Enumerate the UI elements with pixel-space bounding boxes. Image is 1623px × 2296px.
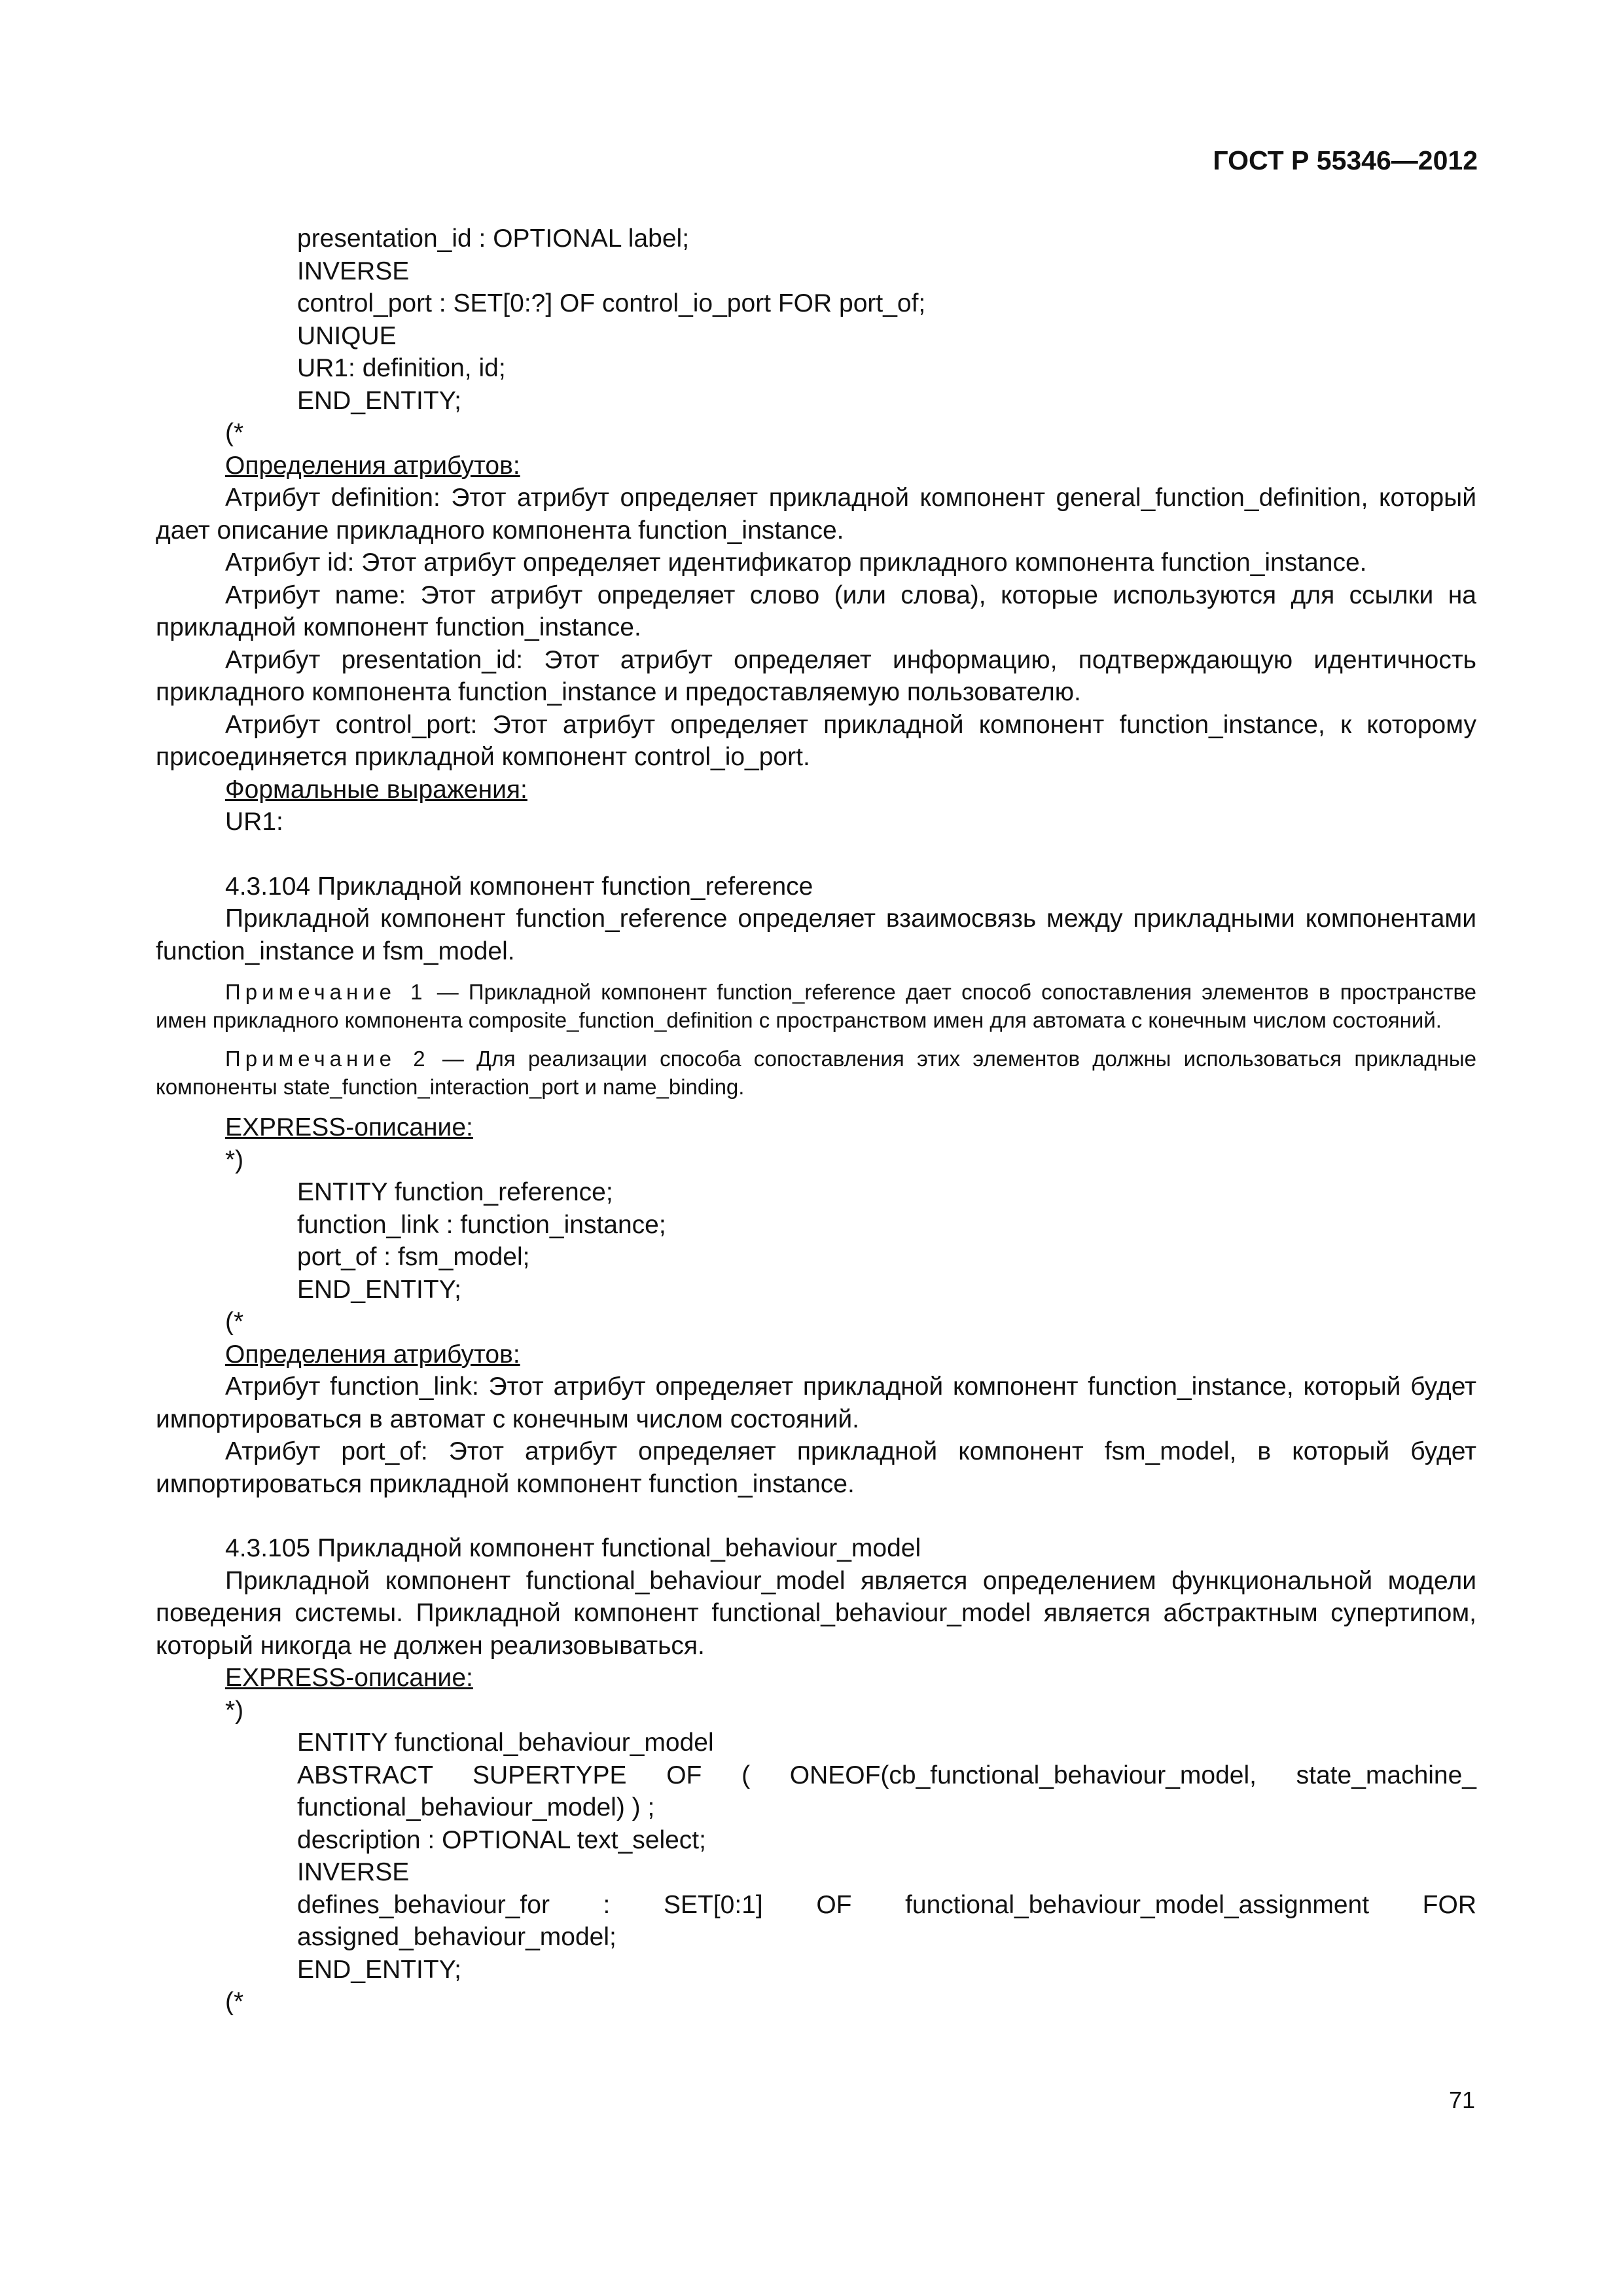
- note-2-text: — Для реализации способа сопоставления этих элементов должны использоваться прикладные компоненты state_function_interaction_port и name_binding.: [156, 1047, 1476, 1099]
- formal-value: UR1:: [225, 808, 283, 836]
- code-line: port_of : fsm_model;: [297, 1243, 530, 1271]
- comment-open: (*: [225, 1308, 244, 1336]
- section-104-title: 4.3.104 Прикладной компонент function_reference: [225, 872, 813, 901]
- code-block-2: [156, 1176, 1476, 1306]
- code-line: END_ENTITY;: [297, 1955, 462, 1984]
- code-line: UNIQUE: [297, 321, 397, 350]
- express-heading: EXPRESS-описание:: [225, 1113, 473, 1141]
- code-line: INVERSE: [297, 257, 410, 285]
- code-line: description : OPTIONAL text_select;: [297, 1825, 706, 1854]
- note-1-label: Примечание 1: [225, 980, 427, 1004]
- code-line: INVERSE: [297, 1858, 410, 1886]
- code-line: UR1: definition, id;: [297, 354, 506, 382]
- section-104-description: Прикладной компонент function_reference определяет взаимосвязь между прикладными компонентами function_instance и fsm_model.: [156, 905, 1476, 965]
- attr-definition: Атрибут id: Этот атрибут определяет идентификатор прикладного компонента function_instance.: [225, 548, 1367, 577]
- formal-heading: Формальные выражения:: [225, 775, 527, 804]
- code-line: presentation_id : OPTIONAL label;: [297, 224, 690, 253]
- attr-definition: Атрибут name: Этот атрибут определяет слово (или слова), которые используются для ссылки на прикладной компонент function_instance.: [156, 581, 1476, 641]
- comment-close: *): [225, 1696, 244, 1725]
- page-number: 71: [1448, 2087, 1475, 2113]
- code-line: ENTITY function_reference;: [297, 1178, 613, 1206]
- express-heading: EXPRESS-описание:: [225, 1664, 473, 1692]
- code-line: END_ENTITY;: [297, 386, 462, 415]
- comment-close: *): [225, 1145, 244, 1174]
- note-2-label: Примечание 2: [225, 1047, 430, 1071]
- code-line: control_port : SET[0:?] OF control_io_port FOR port_of;: [297, 289, 926, 317]
- comment-open: (*: [225, 1988, 244, 2016]
- section-105-title: 4.3.105 Прикладной компонент functional_behaviour_model: [225, 1534, 921, 1562]
- section-105-description: Прикладной компонент functional_behaviour_model является определением функциональной модели поведения системы. Прикладной компонент functional_behaviour_model является абстрактным супертипом, который никогда не должен реализовываться.: [156, 1566, 1476, 1660]
- note-1: [156, 978, 1476, 1034]
- comment-open: (*: [225, 419, 244, 447]
- attr-definition: Атрибут function_link: Этот атрибут определяет прикладной компонент function_instance, который будет импортироваться в автомат с конечным числом состояний.: [156, 1372, 1476, 1433]
- code-line: ABSTRACT SUPERTYPE OF ( ONEOF(cb_functional_behaviour_model, state_machine_ functional_behaviour_model) ) ;: [297, 1761, 1476, 1821]
- code-line: ENTITY functional_behaviour_model: [297, 1729, 714, 1757]
- code-block-3: [156, 1727, 1476, 1986]
- code-line: END_ENTITY;: [297, 1275, 462, 1304]
- attr-definition: Атрибут port_of: Этот атрибут определяет прикладной компонент fsm_model, в который будет импортироваться прикладной компонент function_instance.: [156, 1437, 1476, 1498]
- code-line: defines_behaviour_for : SET[0:1] OF functional_behaviour_model_assignment FOR assigned_behaviour_model;: [297, 1890, 1476, 1951]
- attr-defs-heading: Определения атрибутов:: [225, 1340, 520, 1369]
- code-block-1: [156, 223, 1476, 417]
- attr-defs-heading: Определения атрибутов:: [225, 451, 520, 480]
- attr-definition: Атрибут definition: Этот атрибут определяет прикладной компонент general_function_definition, который дает описание прикладного компонента function_instance.: [156, 484, 1476, 545]
- note-2: [156, 1045, 1476, 1101]
- code-line: function_link : function_instance;: [297, 1210, 666, 1239]
- document-header: ГОСТ Р 55346—2012: [1213, 145, 1478, 175]
- attr-definition: Атрибут presentation_id: Этот атрибут определяет информацию, подтверждающую идентичность прикладного компонента function_instance и предоставляемую пользователю.: [156, 645, 1476, 706]
- page-content: [156, 223, 1476, 2018]
- note-1-text: — Прикладной компонент function_reference дает способ сопоставления элементов в пространстве имен прикладного компонента composite_function_definition с пространством имен для автомата с конечным числом состояний.: [156, 980, 1476, 1032]
- attr-definition: Атрибут control_port: Этот атрибут определяет прикладной компонент function_instance, к которому присоединяется прикладной компонент control_io_port.: [156, 710, 1476, 771]
